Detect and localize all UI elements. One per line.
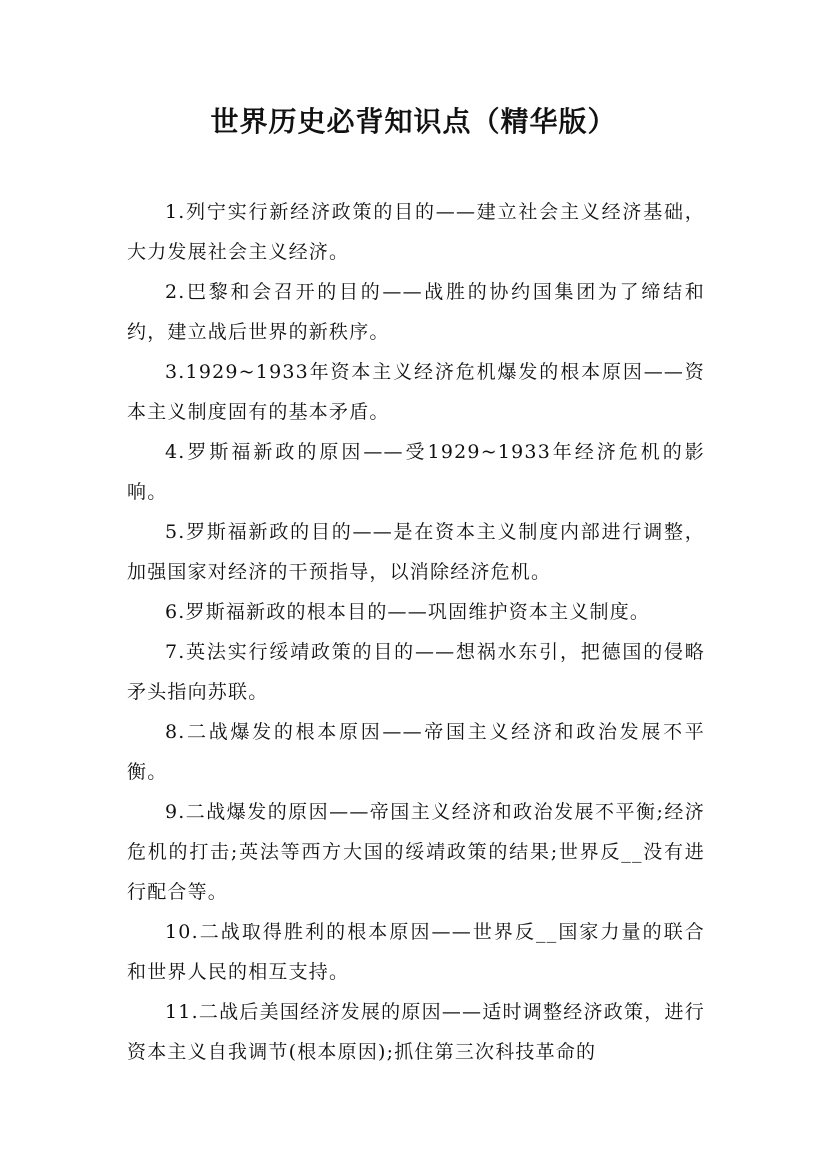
paragraph-11: 11.二战后美国经济发展的原因——适时调整经济政策，进行资本主义自我调节(根本原因);抓住第三次科技革命的 bbox=[127, 1001, 705, 1063]
paragraph-7: 7.英法实行绥靖政策的目的——想祸水东引，把德国的侵略矛头指向苏联。 bbox=[127, 641, 705, 703]
paragraph-9: 9.二战爆发的原因——帝国主义经济和政治发展不平衡;经济危机的打击;英法等西方大国的绥靖政策的结果;世界反__没有进行配合等。 bbox=[127, 801, 705, 903]
paragraph-8: 8.二战爆发的根本原因——帝国主义经济和政治发展不平衡。 bbox=[127, 721, 705, 783]
paragraph-10: 10.二战取得胜利的根本原因——世界反__国家力量的联合和世界人民的相互支持。 bbox=[127, 921, 705, 983]
paragraph-5: 5.罗斯福新政的目的——是在资本主义制度内部进行调整，加强国家对经济的干预指导，以消除经济危机。 bbox=[127, 521, 705, 583]
paragraph-4: 4.罗斯福新政的原因——受1929~1933年经济危机的影响。 bbox=[127, 441, 705, 503]
paragraph-2: 2.巴黎和会召开的目的——战胜的协约国集团为了缔结和约，建立战后世界的新秩序。 bbox=[127, 281, 705, 343]
document-title: 世界历史必背知识点（精华版） bbox=[210, 105, 617, 138]
paragraph-3: 3.1929~1933年资本主义经济危机爆发的根本原因——资本主义制度固有的基本矛盾。 bbox=[127, 361, 705, 423]
paragraph-1: 1.列宁实行新经济政策的目的——建立社会主义经济基础，大力发展社会主义经济。 bbox=[127, 201, 705, 263]
document-body bbox=[127, 192, 705, 1072]
paragraph-6: 6.罗斯福新政的根本目的——巩固维护资本主义制度。 bbox=[165, 601, 651, 623]
